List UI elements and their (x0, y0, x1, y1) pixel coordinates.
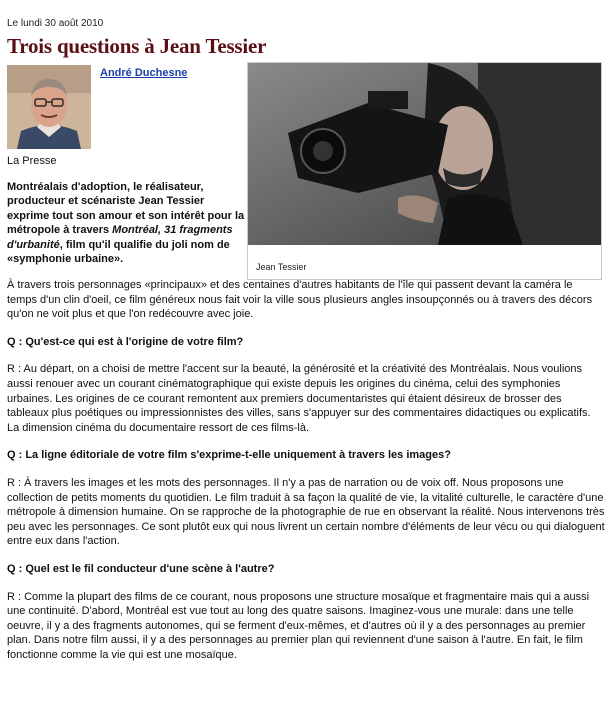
lede-end: , film qu'il qualifie du joli nom de «symphonie urbaine». (7, 238, 230, 266)
intro-paragraph: À travers trois personnages «principaux» et des centaines d'autres habitants de l'île qui passent devant la caméra le temps d'un clin d'oeil, ce film généreux nous fait voir la ville sous plusieurs angles insoupçonnés ou à travers des décors qu'on ne voit plus et que l'on redécouvre avec joie. (7, 279, 593, 321)
photo-caption: Jean Tessier (256, 262, 307, 272)
answer-1: R : Au départ, on a choisi de mettre l'accent sur la beauté, la générosité et la créativité des Montréalais. Nous voulions aussi renouer avec un courant cinématographique qui existe depuis les origines du cinéma, celui des symphonies urbaines. Les origines de ce courant remontent aux premiers documentaristes qui étaient désireux de brosser des tableaux plus poétiques ou impressionnistes des villes, sans s'appuyer sur des commentaires didactiques ou explicatifs. La dimension cinéma du documentaire ressort de ces films-là. (7, 363, 591, 434)
article-title: Trois questions à Jean Tessier (7, 34, 267, 58)
article-photo (247, 62, 602, 280)
author-photo (7, 65, 91, 149)
article-lede (7, 180, 245, 266)
answer-2: R : À travers les images et les mots des personnages. Il n'y a pas de narration ou de voix off. Nous proposons une collection de petits moments du quotidien. Le film traduit à sa façon la qualité de vie, la vitalité culturelle, le caractère d'une métropole à dimension humaine. On se rapproche de la photographie de rue en observant la réalité. Nous intervenons très peu avec les personnages. Ce sont plutôt eux qui nous livrent un certain nombre d'éléments de leur vécu ou qui dialoguent entre eux dans l'action. (7, 476, 605, 548)
question-2: Q : La ligne éditoriale de votre film s'exprime-t-elle uniquement à travers les images? (7, 449, 451, 462)
article-body (7, 278, 605, 675)
lede-text: Montréalais d'adoption, le réalisateur, producteur et scénariste Jean Tessier exprime tout son amour et son intérêt pour la métropole à travers (7, 181, 245, 237)
source-label: La Presse (7, 155, 57, 167)
film-title: Montréal, 31 fragments d'urbanité (7, 224, 233, 251)
author-link[interactable]: André Duchesne (100, 67, 188, 79)
question-1: Q : Qu'est-ce qui est à l'origine de votre film? (7, 335, 244, 348)
question-3: Q : Quel est le fil conducteur d'une scène à l'autre? (7, 562, 275, 575)
answer-3: R : Comme la plupart des films de ce courant, nous proposons une structure mosaïque et fragmentaire mais qui a aussi une continuité. D'abord, Montréal est vue tout au long des quatre saisons. Imaginez-vous une murale: dans une telle oeuvre, il y a des fragments autonomes, qui se ferment d'eux-mêmes, et d'autres où il y a des personnages au premier plan. Dans notre film aussi, il y a des personnages au premier plan qui reviennent d'une saison à l'autre. En fait, le film fonctionne comme la vie qui est une mosaïque. (7, 590, 590, 661)
article-date: Le lundi 30 août 2010 (7, 18, 104, 29)
filmmaker-photo (248, 63, 601, 245)
